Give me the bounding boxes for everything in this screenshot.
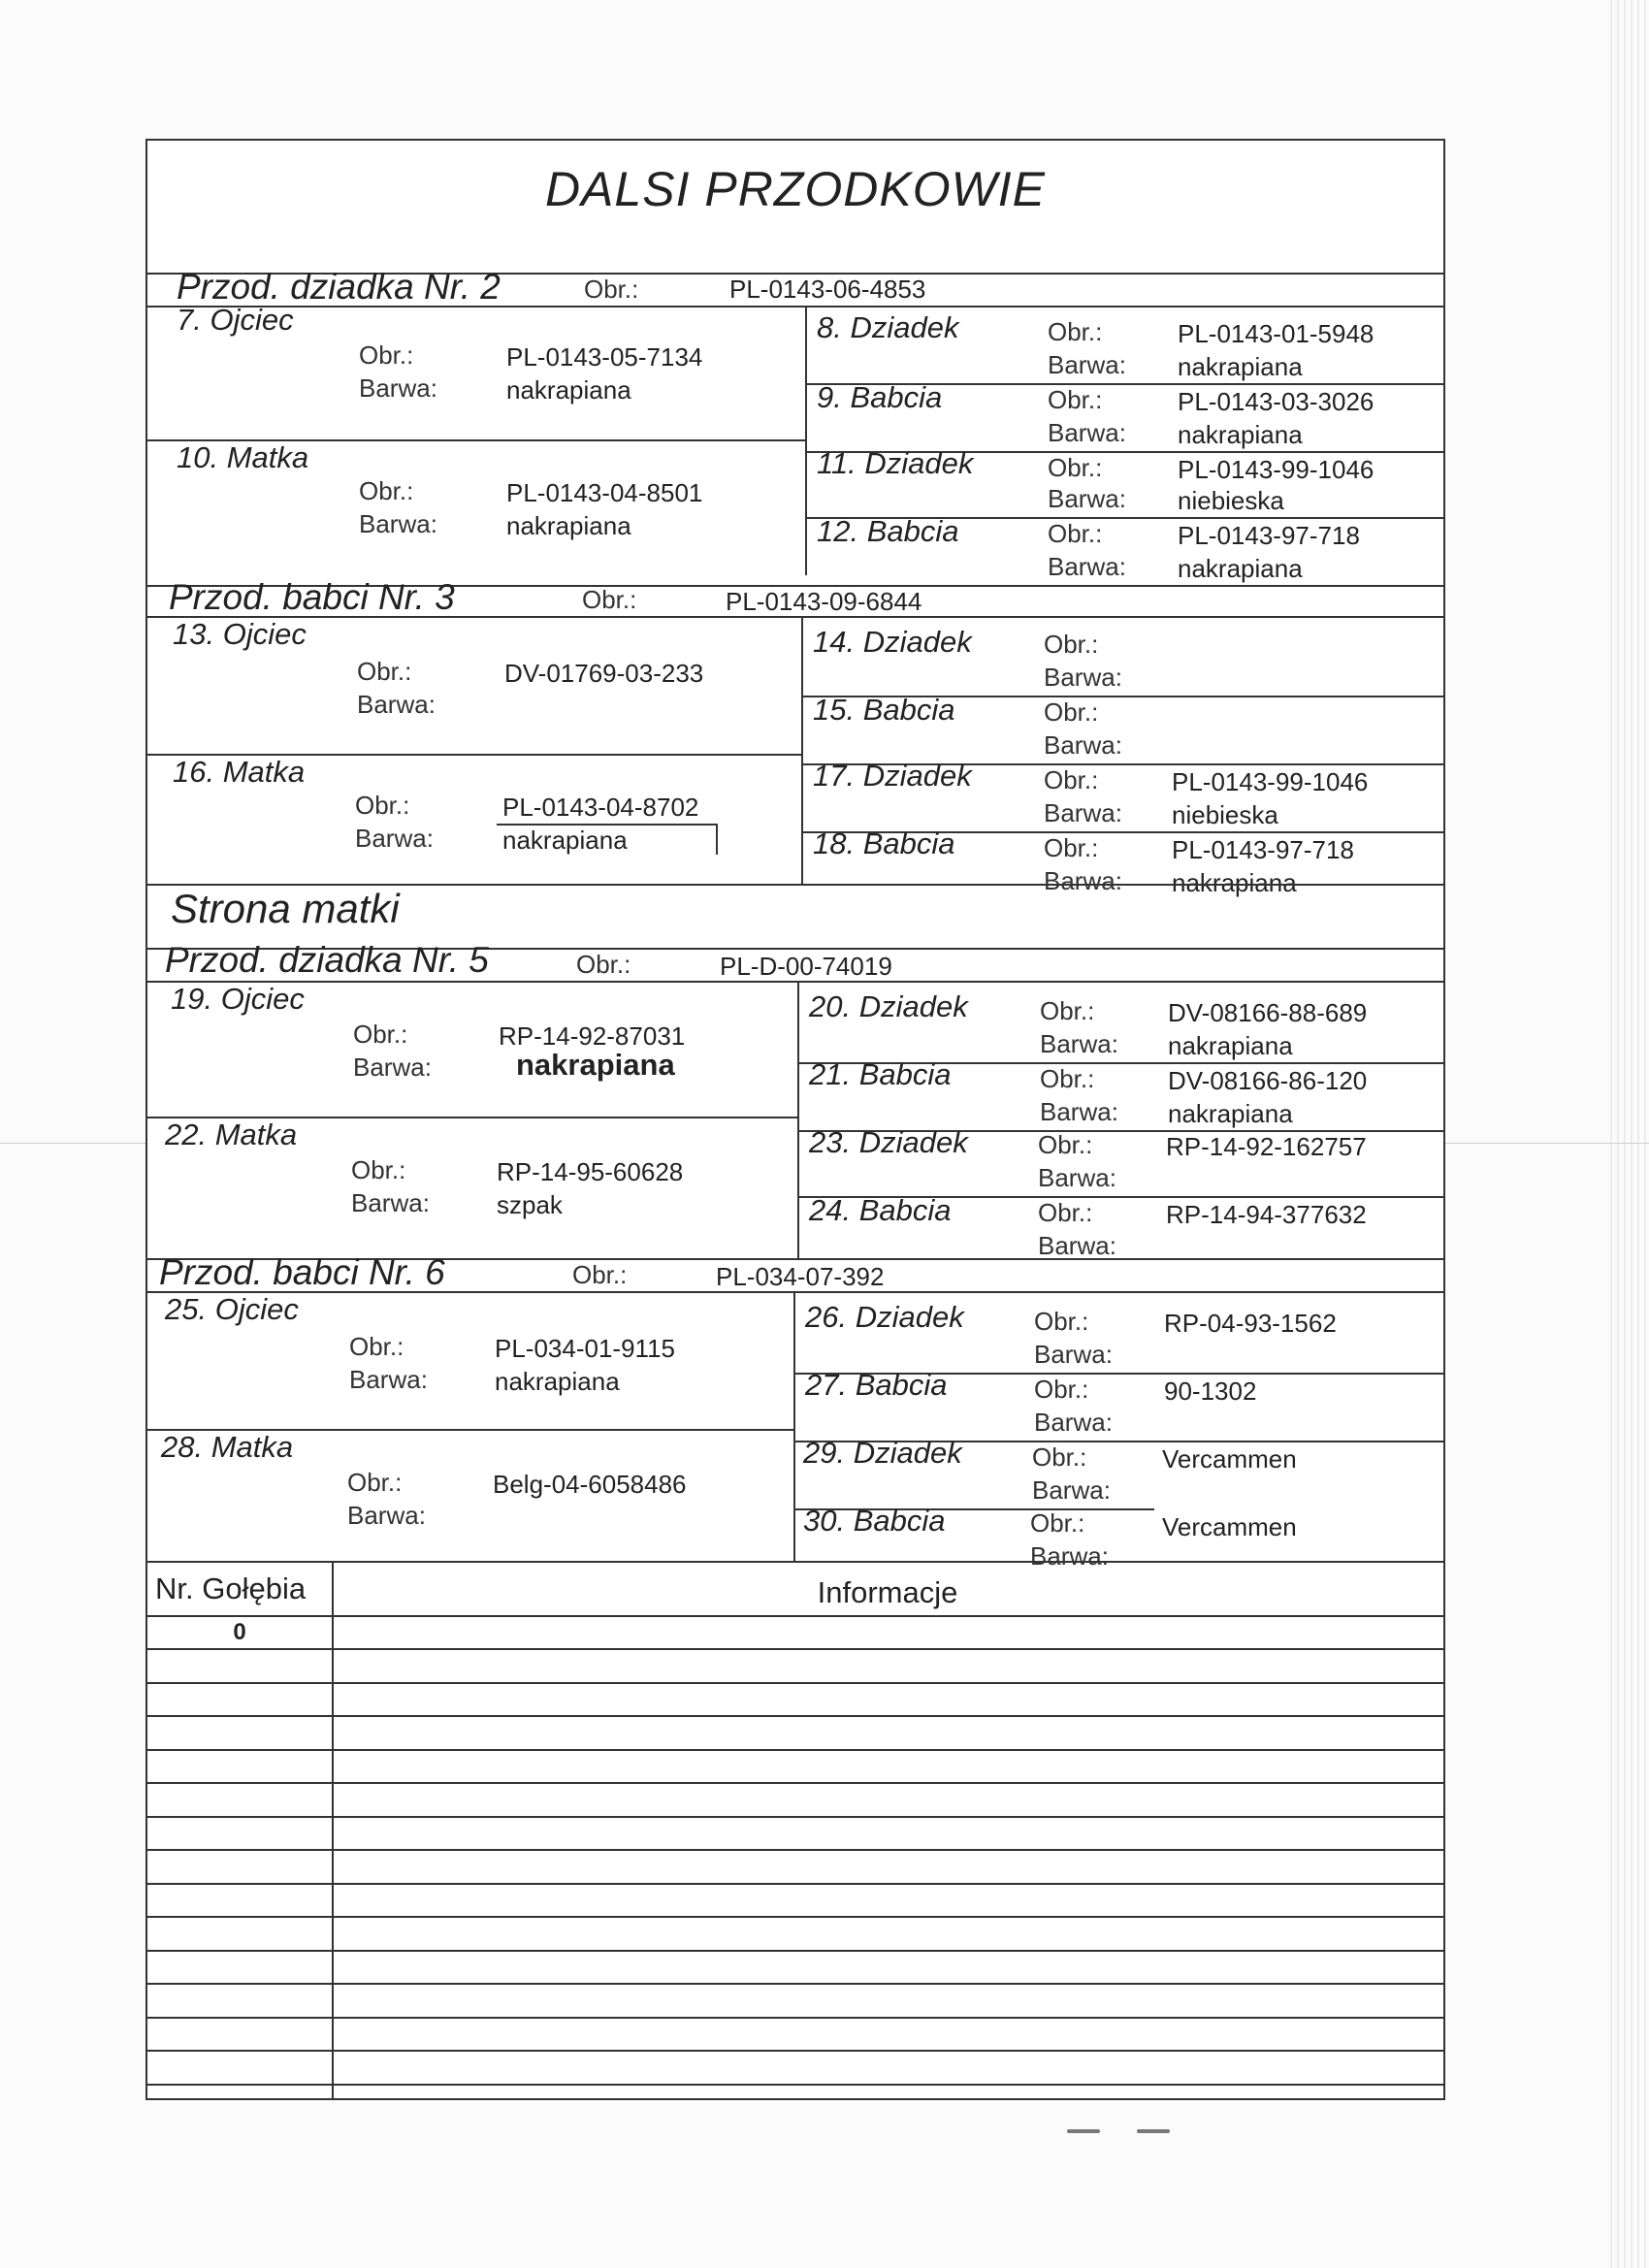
underline xyxy=(716,824,718,855)
color-value: nakrapiana xyxy=(516,1048,675,1082)
divider xyxy=(147,1291,1443,1293)
barwa-label: Barwa: xyxy=(347,1501,426,1530)
divider xyxy=(147,1561,1443,1563)
obr-label: Obr.: xyxy=(359,340,414,370)
barwa-label: Barwa: xyxy=(1048,552,1126,581)
table-row-line xyxy=(147,1883,1443,1885)
divider xyxy=(147,306,1443,308)
section-label-grandfather-5: Przod. dziadka Nr. 5 xyxy=(165,940,489,980)
obr-label: Obr.: xyxy=(359,476,414,505)
obr-label: Obr.: xyxy=(1044,765,1099,794)
table-row-line xyxy=(147,1782,1443,1784)
ancestor-22-label: 22. Matka xyxy=(165,1118,298,1151)
obr-label: Obr.: xyxy=(1048,519,1103,548)
ancestor-9-label: 9. Babcia xyxy=(817,380,943,414)
color-value: niebieska xyxy=(1178,486,1284,515)
obr-label: Obr.: xyxy=(347,1468,403,1497)
barwa-label: Barwa: xyxy=(1038,1231,1116,1260)
ring-number: PL-0143-05-7134 xyxy=(506,342,703,372)
barwa-label: Barwa: xyxy=(355,824,434,853)
color-value: nakrapiana xyxy=(506,511,631,540)
obr-label: Obr.: xyxy=(1048,317,1103,346)
ancestor-15-label: 15. Babcia xyxy=(813,693,955,727)
color-value: nakrapiana xyxy=(1168,1031,1293,1060)
barwa-label: Barwa: xyxy=(349,1365,428,1394)
ancestor-8-label: 8. Dziadek xyxy=(817,310,959,344)
ring-number: PL-D-00-74019 xyxy=(720,952,892,981)
divider xyxy=(332,1561,334,2100)
color-value: nakrapiana xyxy=(502,826,628,855)
staple-mark xyxy=(1137,2129,1170,2133)
obr-label: Obr.: xyxy=(357,657,412,686)
barwa-label: Barwa: xyxy=(1040,1029,1118,1058)
ancestor-30-label: 30. Babcia xyxy=(803,1504,946,1538)
divider xyxy=(793,1291,795,1561)
obr-label: Obr.: xyxy=(1048,385,1103,414)
divider xyxy=(147,1615,1443,1617)
obr-label: Obr.: xyxy=(1048,453,1103,482)
ring-number: PL-0143-09-6844 xyxy=(726,587,922,616)
obr-label: Obr.: xyxy=(349,1332,404,1361)
obr-label: Obr.: xyxy=(355,791,410,820)
color-value: niebieska xyxy=(1172,800,1278,829)
obr-label: Obr.: xyxy=(1040,1064,1095,1093)
ring-number: PL-034-07-392 xyxy=(716,1262,885,1291)
ancestor-28-label: 28. Matka xyxy=(161,1430,294,1464)
barwa-label: Barwa: xyxy=(1048,350,1126,379)
ring-number: PL-0143-06-4853 xyxy=(729,275,926,304)
divider xyxy=(801,616,803,884)
color-value: nakrapiana xyxy=(1178,352,1303,381)
color-value: szpak xyxy=(497,1190,563,1219)
obr-label: Obr.: xyxy=(584,275,639,304)
color-value: nakrapiana xyxy=(495,1367,620,1396)
barwa-label: Barwa: xyxy=(1034,1340,1113,1369)
obr-label: Obr.: xyxy=(1044,833,1099,862)
divider xyxy=(147,616,1443,618)
ancestor-12-label: 12. Babcia xyxy=(817,514,959,548)
ring-number: 90-1302 xyxy=(1164,1377,1257,1406)
ring-number: RP-14-92-87031 xyxy=(499,1021,686,1051)
barwa-label: Barwa: xyxy=(1038,1163,1116,1192)
barwa-label: Barwa: xyxy=(1030,1541,1109,1571)
ring-number: RP-14-95-60628 xyxy=(497,1157,684,1186)
barwa-label: Barwa: xyxy=(357,690,436,719)
color-value: nakrapiana xyxy=(1178,420,1303,449)
divider xyxy=(797,981,799,1258)
color-value: nakrapiana xyxy=(1168,1099,1293,1128)
ancestor-13-label: 13. Ojciec xyxy=(173,617,307,651)
color-value: nakrapiana xyxy=(1172,868,1297,897)
ancestor-18-label: 18. Babcia xyxy=(813,826,955,860)
ring-number: DV-08166-88-689 xyxy=(1168,998,1368,1027)
barwa-label: Barwa: xyxy=(1048,418,1126,447)
ancestor-7-label: 7. Ojciec xyxy=(177,303,294,337)
section-label-grandmother-6: Przod. babci Nr. 6 xyxy=(159,1252,445,1292)
ancestor-14-label: 14. Dziadek xyxy=(813,625,972,659)
obr-label: Obr.: xyxy=(1038,1198,1093,1227)
obr-label: Obr.: xyxy=(351,1155,406,1184)
obr-label: Obr.: xyxy=(1040,996,1095,1025)
ancestor-10-label: 10. Matka xyxy=(177,440,309,474)
table-row-line xyxy=(147,2050,1443,2052)
obr-label: Obr.: xyxy=(1034,1307,1089,1336)
barwa-label: Barwa: xyxy=(1048,484,1126,513)
obr-label: Obr.: xyxy=(1038,1130,1093,1159)
ring-number: DV-08166-86-120 xyxy=(1168,1066,1368,1095)
ring-number: PL-0143-03-3026 xyxy=(1178,387,1374,416)
obr-label: Obr.: xyxy=(576,950,631,979)
ring-number: PL-0143-97-718 xyxy=(1172,835,1354,864)
barwa-label: Barwa: xyxy=(353,1053,432,1082)
barwa-label: Barwa: xyxy=(359,509,437,538)
barwa-label: Barwa: xyxy=(1044,730,1122,760)
ancestor-11-label: 11. Dziadek xyxy=(817,446,974,480)
ancestors-form xyxy=(146,139,1445,2100)
table-row-line xyxy=(147,1916,1443,1918)
ancestor-29-label: 29. Dziadek xyxy=(803,1436,962,1470)
ring-number: PL-0143-97-718 xyxy=(1178,521,1360,550)
obr-label: Obr.: xyxy=(1030,1508,1085,1538)
ring-number: DV-01769-03-233 xyxy=(504,659,704,688)
table-row-line xyxy=(147,2017,1443,2019)
ring-number: RP-14-92-162757 xyxy=(1166,1132,1367,1161)
table-row-line xyxy=(147,1648,1443,1650)
barwa-label: Barwa: xyxy=(1044,798,1122,827)
ancestor-16-label: 16. Matka xyxy=(173,755,306,789)
staple-mark xyxy=(1067,2129,1100,2133)
column-header-number: Nr. Gołębia xyxy=(155,1571,307,1605)
barwa-label: Barwa: xyxy=(1032,1475,1111,1505)
table-row-line xyxy=(147,1983,1443,1985)
table-row-line xyxy=(147,1816,1443,1818)
section-label-grandmother-3: Przod. babci Nr. 3 xyxy=(169,577,455,617)
barwa-label: Barwa: xyxy=(1034,1408,1113,1437)
barwa-label: Barwa: xyxy=(359,373,437,403)
ancestor-24-label: 24. Babcia xyxy=(809,1193,952,1227)
obr-label: Obr.: xyxy=(1034,1375,1089,1404)
obr-label: Obr.: xyxy=(353,1020,408,1049)
ancestor-17-label: 17. Dziadek xyxy=(813,759,972,793)
table-row-line xyxy=(147,1682,1443,1684)
ring-number: PL-0143-99-1046 xyxy=(1178,455,1374,484)
ring-number: PL-034-01-9115 xyxy=(495,1334,675,1363)
ring-number: RP-04-93-1562 xyxy=(1164,1309,1337,1338)
barwa-label: Barwa: xyxy=(1040,1097,1118,1126)
ancestor-27-label: 27. Babcia xyxy=(805,1368,948,1402)
table-row-line xyxy=(147,1849,1443,1851)
scan-edge-artifact xyxy=(1610,0,1649,2268)
obr-label: Obr.: xyxy=(1044,630,1099,659)
ring-number: PL-0143-04-8702 xyxy=(502,793,699,822)
ring-number: PL-0143-01-5948 xyxy=(1178,319,1374,348)
ring-number: Vercammen xyxy=(1162,1512,1297,1541)
pigeon-number: 0 xyxy=(233,1619,246,1645)
obr-label: Obr.: xyxy=(1044,697,1099,727)
ancestor-19-label: 19. Ojciec xyxy=(171,982,305,1016)
ancestor-20-label: 20. Dziadek xyxy=(809,989,968,1023)
obr-label: Obr.: xyxy=(1032,1442,1087,1472)
barwa-label: Barwa: xyxy=(1044,663,1122,692)
table-row-line xyxy=(147,1715,1443,1717)
ancestor-26-label: 26. Dziadek xyxy=(805,1300,964,1334)
barwa-label: Barwa: xyxy=(351,1188,430,1217)
ring-number: Vercammen xyxy=(1162,1444,1297,1474)
obr-label: Obr.: xyxy=(572,1260,628,1289)
ancestor-23-label: 23. Dziadek xyxy=(809,1125,968,1159)
obr-label: Obr.: xyxy=(582,585,637,614)
table-row-line xyxy=(147,1749,1443,1751)
barwa-label: Barwa: xyxy=(1044,866,1122,895)
ancestor-25-label: 25. Ojciec xyxy=(165,1292,299,1326)
ancestor-21-label: 21. Babcia xyxy=(809,1057,952,1091)
column-header-info: Informacje xyxy=(817,1575,958,1609)
ring-number: RP-14-94-377632 xyxy=(1166,1200,1367,1229)
section-label-grandfather-2: Przod. dziadka Nr. 2 xyxy=(177,267,501,307)
divider xyxy=(147,981,1443,983)
table-row-line xyxy=(147,1950,1443,1952)
ring-number: PL-0143-99-1046 xyxy=(1172,767,1369,796)
color-value: nakrapiana xyxy=(1178,554,1303,583)
table-row-line xyxy=(147,2084,1443,2086)
ring-number: PL-0143-04-8501 xyxy=(506,478,703,507)
ring-number: Belg-04-6058486 xyxy=(493,1470,687,1499)
section-heading-maternal: Strona matki xyxy=(171,886,400,931)
color-value: nakrapiana xyxy=(506,375,631,405)
page-title: DALSI PRZODKOWIE xyxy=(544,162,1047,216)
